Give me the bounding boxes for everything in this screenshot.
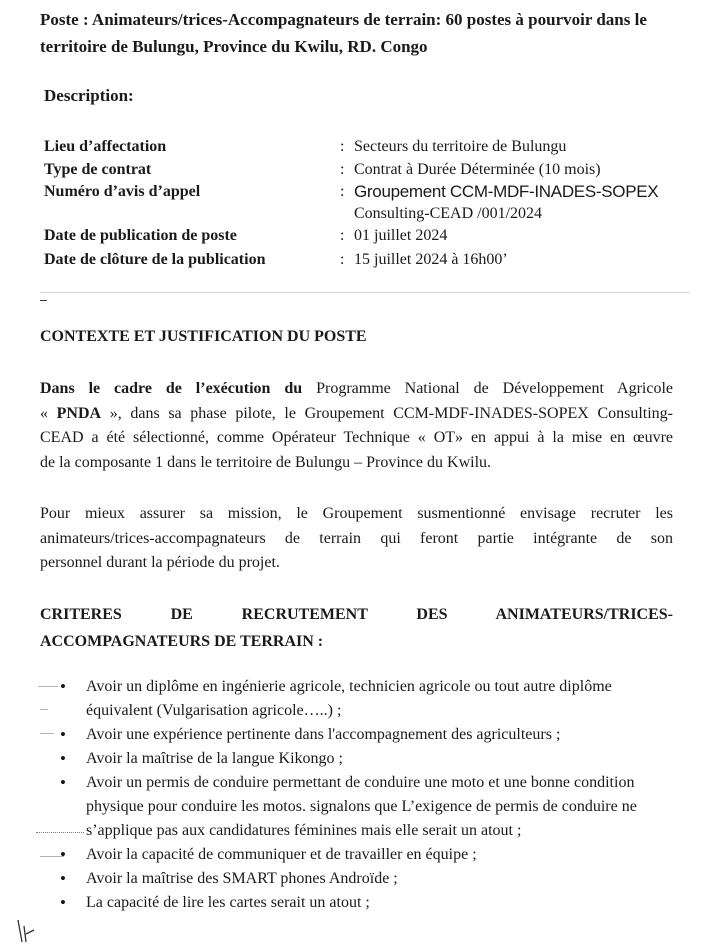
- section-divider: [40, 292, 690, 293]
- info-colon: :: [340, 183, 345, 200]
- paragraph-text: Programme National de Développement Agricole: [302, 380, 673, 397]
- info-value: Secteurs du territoire de Bulungu: [354, 138, 567, 155]
- scan-artifact: [36, 832, 84, 834]
- info-value: Groupement CCM-MDF-INADES-SOPEX: [354, 182, 659, 201]
- scan-artifact: [40, 709, 48, 710]
- criteria-heading: [40, 601, 673, 655]
- paragraph-line: [40, 402, 673, 427]
- info-label: Numéro d’avis d’appel: [44, 183, 201, 200]
- info-colon: :: [340, 138, 345, 155]
- description-heading: Description:: [44, 86, 134, 105]
- info-value-continued: Consulting-CEAD /001/2024: [354, 205, 543, 222]
- list-item: • Avoir la capacité de communiquer et de travailler en équipe ;: [60, 843, 680, 867]
- info-value: 01 juillet 2024: [354, 227, 448, 244]
- paragraph-line: Pour mieux assurer sa mission, le Groupement susmentionné envisage recruter les: [40, 505, 673, 522]
- scan-artifact: [40, 733, 54, 734]
- context-heading: CONTEXTE ET JUSTIFICATION DU POSTE: [40, 328, 367, 345]
- info-value: 15 juillet 2024 à 16h00’: [354, 251, 508, 268]
- pnda-acronym: PNDA: [56, 404, 102, 422]
- paragraph-line: [40, 377, 673, 402]
- paragraph-line: de la composante 1 dans le territoire de Bulungu – Province du Kwilu.: [40, 453, 492, 471]
- quote-open: «: [40, 404, 57, 422]
- context-paragraph-1: [40, 377, 673, 475]
- job-title-line-2: territoire de Bulungu, Province du Kwilu, RD. Congo: [40, 37, 428, 56]
- list-item: • Avoir un diplôme en ingénierie agricole, technicien agricole ou tout autre diplôme équivalent (Vulgarisation agricole…..) ;: [60, 675, 680, 723]
- info-label: Type de contrat: [44, 161, 152, 178]
- handwritten-mark-icon: [14, 916, 38, 944]
- info-label: Date de clôture de la publication: [44, 251, 266, 268]
- job-title: [40, 6, 680, 60]
- scan-mark: [40, 300, 47, 301]
- list-item: • La capacité de lire les cartes serait un atout ;: [60, 891, 680, 915]
- info-colon: :: [340, 251, 345, 268]
- list-item: • Avoir un permis de conduire permettant de conduire une moto et une bonne condition physique pour conduire les motos. signalons que L’exigence de permis de conduire ne s’applique pas aux candidatures féminines mais elle serait un atout ;: [60, 771, 680, 843]
- lead-bold-text: Dans le cadre de l’exécution du: [40, 380, 303, 397]
- info-colon: :: [340, 227, 345, 244]
- criteria-list: [60, 675, 680, 915]
- context-paragraph-2: [40, 502, 673, 576]
- list-item: • Avoir la maîtrise de la langue Kikongo ;: [60, 747, 680, 771]
- info-colon: :: [340, 161, 345, 178]
- criteria-heading-line-1: CRITERES DE RECRUTEMENT DES ANIMATEURS/TRICES-: [40, 606, 673, 623]
- list-item: • Avoir une expérience pertinente dans l'accompagnement des agriculteurs ;: [60, 723, 680, 747]
- scan-artifact: [38, 686, 58, 687]
- paragraph-line: personnel durant la période du projet.: [40, 554, 280, 571]
- scan-artifact: [40, 856, 64, 857]
- info-label: Date de publication de poste: [44, 227, 237, 244]
- paragraph-line: animateurs/trices-accompagnateurs de terrain qui feront partie intégrante de son: [40, 529, 673, 547]
- job-title-line-1: Poste : Animateurs/trices-Accompagnateurs de terrain: 60 postes à pourvoir dans le: [40, 10, 647, 29]
- paragraph-line: CEAD a été sélectionné, comme Opérateur Technique « OT» en appui à la mise en œuvre: [40, 429, 673, 446]
- info-label: Lieu d’affectation: [44, 138, 167, 155]
- info-value: Contrat à Durée Déterminée (10 mois): [354, 161, 601, 178]
- list-item: • Avoir la maîtrise des SMART phones Androïde ;: [60, 867, 680, 891]
- criteria-heading-line-2: ACCOMPAGNATEURS DE TERRAIN :: [40, 633, 324, 650]
- paragraph-text: », dans sa phase pilote, le Groupement CCM-MDF-INADES-SOPEX Consulting-: [101, 404, 674, 422]
